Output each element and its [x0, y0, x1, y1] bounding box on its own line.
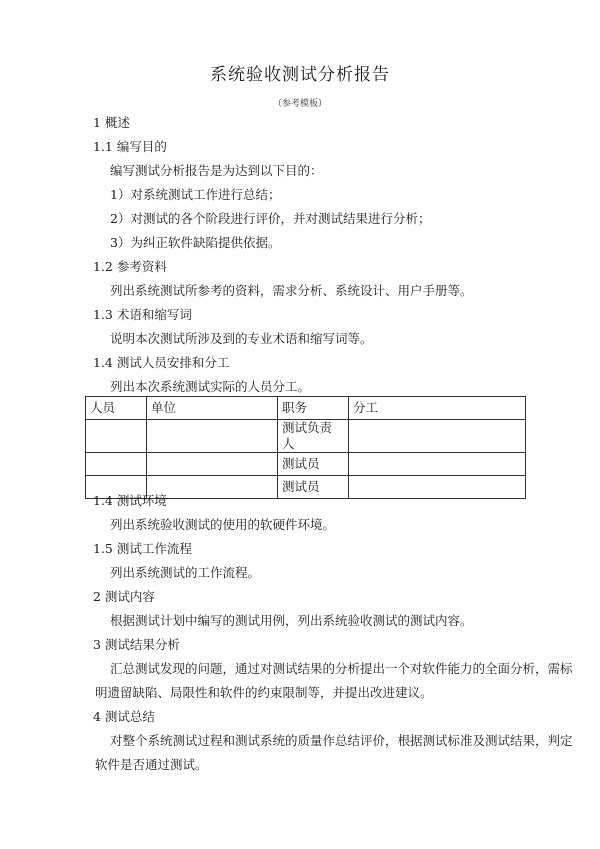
table-row	[86, 420, 526, 453]
table-header-cell: 分工	[349, 397, 526, 420]
table-cell	[86, 453, 147, 476]
heading-environment: 1.4 测试环境	[93, 493, 167, 508]
table-cell	[147, 420, 278, 453]
page-subtitle: （参考模板）	[272, 99, 327, 109]
table-header-cell: 单位	[147, 397, 278, 420]
table-cell	[349, 453, 526, 476]
table-header-cell: 人员	[86, 397, 147, 420]
result-analysis-text-2: 明遗留缺陷、局限性和软件的约束限制等，并提出改进建议。	[95, 685, 433, 700]
purpose-item-2: 2）对测试的各个阶段进行评价，并对测试结果进行分析；	[110, 211, 431, 226]
heading-purpose: 1.1 编写目的	[93, 139, 167, 154]
table-cell	[86, 420, 147, 453]
table-cell: 测试员	[278, 476, 349, 499]
purpose-item-3: 3）为纠正软件缺陷提供依据。	[110, 235, 281, 250]
summary-text-1: 对整个系统测试过程和测试系统的质量作总结评价，根据测试标准及测试结果，判定	[110, 733, 573, 748]
heading-result-analysis: 3 测试结果分析	[93, 637, 180, 652]
page-title: 系统验收测试分析报告	[210, 65, 390, 85]
result-analysis-text-1: 汇总测试发现的问题，通过对测试结果的分析提出一个对软件能力的全面分析，需标	[110, 661, 573, 676]
table-header-row	[86, 397, 526, 420]
heading-staff: 1.4 测试人员安排和分工	[93, 355, 230, 370]
purpose-item-1: 1）对系统测试工作进行总结；	[110, 187, 281, 202]
heading-references: 1.2 参考资料	[93, 259, 167, 274]
table-cell	[349, 420, 526, 453]
table-cell: 测试员	[278, 453, 349, 476]
heading-terms: 1.3 术语和缩写词	[93, 307, 192, 322]
table-cell	[349, 476, 526, 499]
workflow-text: 列出系统测试的工作流程。	[110, 565, 261, 580]
staff-text: 列出本次系统测试实际的人员分工。	[110, 379, 311, 394]
heading-overview: 1 概述	[93, 115, 130, 130]
table-header-cell: 职务	[278, 397, 349, 420]
purpose-intro: 编写测试分析报告是为达到以下目的：	[110, 163, 323, 178]
summary-text-2: 软件是否通过测试。	[95, 757, 208, 772]
test-content-text: 根据测试计划中编写的测试用例，列出系统验收测试的测试内容。	[110, 613, 473, 628]
heading-test-content: 2 测试内容	[93, 589, 155, 604]
table-row	[86, 453, 526, 476]
staff-table	[85, 396, 526, 499]
table-cell	[147, 453, 278, 476]
environment-text: 列出系统验收测试的使用的软硬件环境。	[110, 517, 336, 532]
heading-workflow: 1.5 测试工作流程	[93, 541, 192, 556]
terms-text: 说明本次测试所涉及到的专业术语和缩写词等。	[110, 331, 373, 346]
heading-summary: 4 测试总结	[93, 709, 155, 724]
table-cell: 测试负责人	[278, 420, 349, 453]
references-text: 列出系统测试所参考的资料，需求分析、系统设计、用户手册等。	[110, 283, 473, 298]
